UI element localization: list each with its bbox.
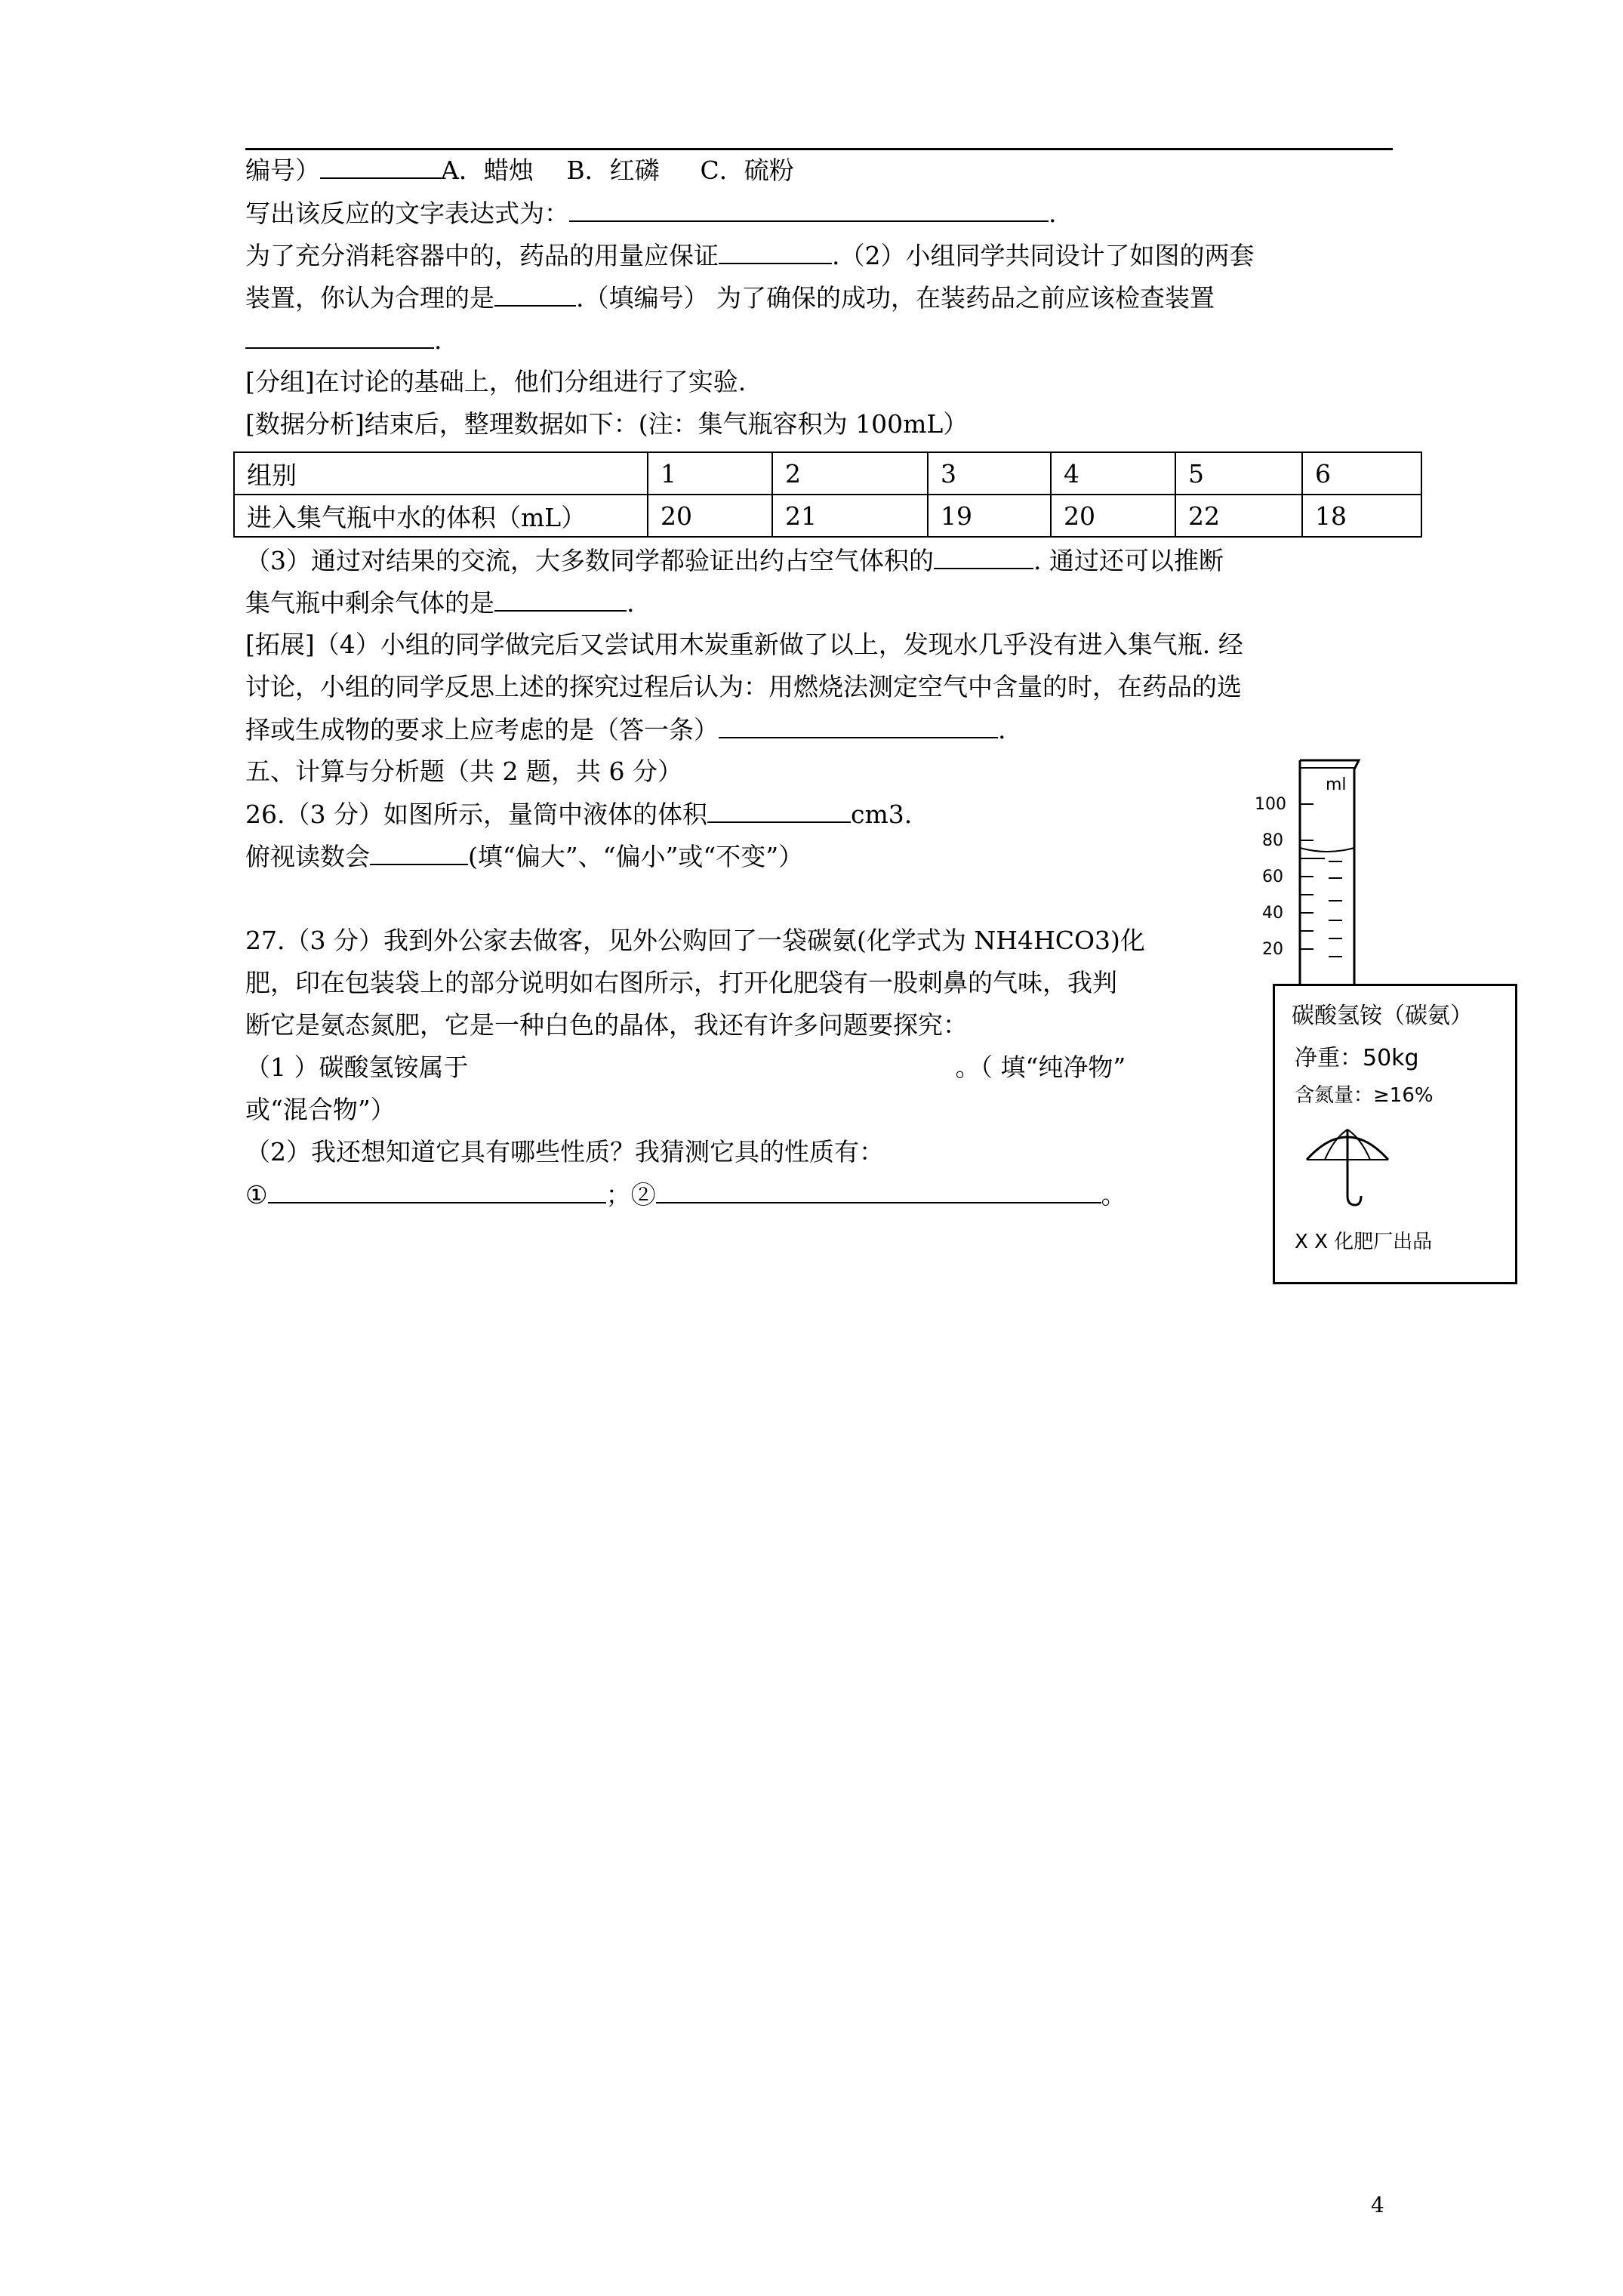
line-2: 写出该反应的文字表达式为： . <box>245 199 1057 228</box>
table-cell: 20 <box>1051 495 1175 537</box>
blank <box>494 282 576 307</box>
question-26-part: 俯视读数会 (填“偏大”、“偏小”或“不变”） <box>245 842 804 871</box>
question-27-line-3: 断它是氨态氮肥，它是一种白色的晶体，我还有许多问题要探究： <box>245 1010 968 1040</box>
card-maker: X X 化肥厂出品 <box>1295 1231 1433 1253</box>
table-cell: 19 <box>928 495 1051 537</box>
table-cell: 组别 <box>234 452 648 495</box>
section-heading: 五、计算与分析题（共 2 题，共 6 分） <box>245 757 682 786</box>
table-cell: 3 <box>928 452 1051 495</box>
table-cell: 2 <box>772 452 928 495</box>
question-26: 26.（3 分）如图所示，量筒中液体的体积 cm3. <box>245 800 913 829</box>
card-title: 碳酸氢铵（碳氨） <box>1292 1003 1473 1029</box>
table-cell: 6 <box>1302 452 1421 495</box>
line-12: 择或生成物的要求上应考虑的是（答一条） . <box>245 715 1006 744</box>
line-1: 编号） A．蜡烛 B．红磷 C．硫粉 <box>245 156 794 185</box>
cylinder-unit-label: ml <box>1326 775 1347 794</box>
line-8: （3）通过对结果的交流，大多数同学都验证出约占空气体积的 . 通过还可以推断 <box>245 546 1224 575</box>
table-cell: 18 <box>1302 495 1421 537</box>
tick-label: 60 <box>1262 868 1283 886</box>
question-27-answers: ① ；② 。 <box>245 1180 1126 1210</box>
table-row <box>234 495 1421 537</box>
question-27-line-2: 肥，印在包装袋上的部分说明如右图所示，打开化肥袋有一股刺鼻的气味，我判 <box>245 968 1117 997</box>
page-number: 4 <box>1371 2193 1384 2217</box>
line-7: [数据分析]结束后，整理数据如下：(注：集气瓶容积为 100mL） <box>245 409 969 439</box>
line-4: 装置，你认为合理的是 .（填编号） 为了确保的成功，在装药品之前应该检查装置 <box>245 283 1215 313</box>
line-6: [分组]在讨论的基础上，他们分组进行了实验. <box>245 367 747 396</box>
table-cell: 20 <box>648 495 772 537</box>
table-cell: 22 <box>1175 495 1302 537</box>
line-11: 讨论，小组的同学反思上述的探究过程后认为：用燃烧法测定空气中含量的时，在药品的选 <box>245 672 1242 701</box>
table-row <box>234 452 1421 495</box>
question-27-part-2: （2）我还想知道它具有哪些性质？我猜测它具的性质有： <box>245 1137 884 1166</box>
table-cell: 进入集气瓶中水的体积（mL） <box>234 495 648 537</box>
data-table <box>233 451 1422 538</box>
blank <box>707 799 851 823</box>
line-10: [拓展]（4）小组的同学做完后又尝试用木炭重新做了以上，发现水几乎没有进入集气瓶. 经 <box>245 630 1243 659</box>
line-5: . <box>245 325 442 356</box>
umbrella-icon <box>1302 1122 1393 1213</box>
table-cell: 4 <box>1051 452 1175 495</box>
question-27: 27.（3 分）我到外公家去做客，见外公购回了一袋碳氨(化学式为 NH4HCO3)化 <box>245 926 1145 955</box>
card-nitrogen: 含氮量：≥16% <box>1295 1084 1434 1107</box>
tick-label: 40 <box>1262 904 1283 923</box>
line-9: 集气瓶中剩余气体的是 . <box>245 588 635 618</box>
table-cell: 1 <box>648 452 772 495</box>
card-weight: 净重：50kg <box>1295 1045 1419 1071</box>
blank <box>320 155 441 179</box>
blank <box>719 240 832 264</box>
line-3: 为了充分消耗容器中的，药品的用量应保证 .（2）小组同学共同设计了如图的两套 <box>245 241 1255 270</box>
blank <box>268 1179 606 1203</box>
blank <box>934 545 1033 569</box>
tick-label: 80 <box>1262 831 1283 850</box>
top-rule <box>245 148 1393 150</box>
question-27-part-1: （1 ）碳酸氢铵属于 。（ 填“纯净物” <box>245 1052 1126 1082</box>
table-cell: 5 <box>1175 452 1302 495</box>
blank <box>569 198 1049 222</box>
tick-label: 100 <box>1255 795 1286 814</box>
graduated-cylinder-figure <box>1253 759 1389 1008</box>
blank <box>245 325 434 349</box>
fertilizer-label-card <box>1273 984 1517 1284</box>
blank <box>370 841 468 865</box>
tick-label: 20 <box>1262 940 1283 959</box>
blank <box>719 714 998 738</box>
blank <box>656 1179 1101 1203</box>
question-27-part-1-tail: 或“混合物”） <box>245 1095 396 1124</box>
blank <box>494 587 627 612</box>
table-cell: 21 <box>772 495 928 537</box>
